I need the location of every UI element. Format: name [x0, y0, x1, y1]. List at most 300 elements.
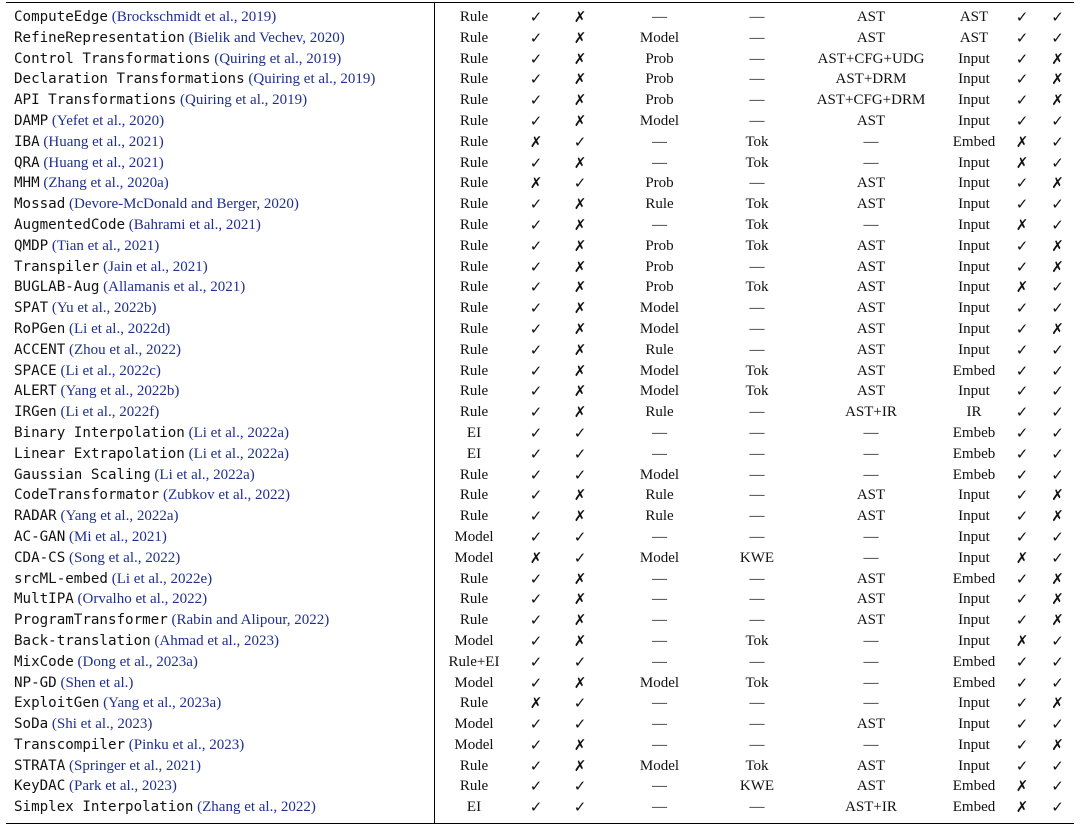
cell-col-3: ✗ [573, 361, 587, 380]
cell-col-2: ✓ [529, 403, 543, 422]
cell-col-9: ✓ [1015, 236, 1029, 255]
cell-col-9: ✓ [1015, 423, 1029, 442]
cell-col-10: ✗ [1051, 49, 1064, 68]
cell-col-9: ✓ [1015, 319, 1029, 338]
citation-link[interactable]: (Bahrami et al., 2021) [128, 216, 261, 233]
method-name: MixCode [14, 653, 74, 670]
cell-col-5: — [749, 29, 765, 46]
cell-representation: AST [856, 508, 886, 525]
cell-col-2: ✓ [529, 28, 543, 47]
citation-link[interactable]: (Dong et al., 2023a) [77, 653, 198, 670]
method-name: Transpiler [14, 258, 100, 275]
table-row [6, 236, 1074, 257]
citation-link[interactable]: (Ahmad et al., 2023) [154, 632, 279, 649]
table-row [6, 132, 1074, 153]
cell-output-level: Embeb [952, 445, 996, 462]
cell-col-5: — [749, 716, 765, 733]
citation-link[interactable]: (Li et al., 2022f) [60, 404, 160, 421]
cell-col-9: ✓ [1015, 91, 1029, 110]
cell-category: Rule [459, 133, 489, 150]
cell-representation: AST+IR [845, 799, 897, 816]
cell-output-level: Input [958, 736, 990, 753]
cell-col-10: ✓ [1051, 195, 1064, 214]
citation-link[interactable]: (Shi et al., 2023) [51, 716, 153, 733]
citation-link[interactable]: (Yang et al., 2022b) [60, 383, 180, 400]
cell-col-10: ✓ [1051, 403, 1064, 422]
cell-col-3: ✗ [573, 631, 587, 650]
cell-col-3: ✗ [573, 195, 587, 214]
citation-link[interactable]: (Li et al., 2022a) [188, 445, 289, 462]
method-name: RADAR [14, 508, 57, 525]
cell-category: Rule [459, 341, 489, 358]
cell-category: Rule [459, 778, 489, 795]
cell-col-4: Model [639, 757, 680, 774]
cell-col-2: ✓ [529, 49, 543, 68]
cell-col-4: Model [639, 29, 680, 46]
cell-col-9: ✓ [1015, 527, 1029, 546]
cell-col-4: Model [639, 549, 680, 566]
cell-col-9: ✗ [1015, 777, 1029, 796]
cell-category: Rule [459, 383, 489, 400]
cell-col-10: ✓ [1051, 8, 1064, 26]
method-cell [6, 693, 434, 714]
cell-col-10: ✓ [1051, 444, 1064, 463]
cell-col-4: — [652, 799, 667, 816]
method-name: SPAT [14, 300, 49, 317]
cell-col-5: Tok [745, 154, 769, 171]
cell-col-10: ✓ [1051, 465, 1064, 484]
table-row [6, 693, 1074, 714]
citation-link[interactable]: (Yu et al., 2022b) [51, 300, 157, 317]
table-row [6, 714, 1074, 735]
cell-representation: AST+DRM [835, 71, 907, 88]
cell-col-10: ✓ [1051, 382, 1064, 401]
cell-col-3: ✗ [573, 8, 587, 26]
cell-col-3: ✗ [573, 735, 587, 754]
table-row [6, 485, 1074, 506]
table-row [6, 527, 1074, 548]
citation-link[interactable]: (Pinku et al., 2023) [128, 736, 245, 753]
cell-col-4: — [652, 591, 667, 608]
citation-link[interactable]: (Tian et al., 2021) [51, 237, 160, 254]
cell-representation: AST [856, 9, 886, 25]
cell-col-4: Model [639, 300, 680, 317]
cell-output-level: Embed [952, 133, 996, 150]
citation-link[interactable]: (Quiring et al., 2019) [214, 50, 342, 67]
cell-col-3: ✗ [573, 49, 587, 68]
cell-col-5: — [749, 9, 765, 25]
cell-col-9: ✓ [1015, 590, 1029, 609]
cell-representation: AST [856, 237, 886, 254]
citation-link[interactable]: (Li et al., 2022e) [111, 570, 213, 587]
cell-output-level: Input [958, 112, 990, 129]
cell-representation: AST+CFG+UDG [817, 50, 925, 67]
cell-col-2: ✗ [529, 174, 543, 193]
cell-col-10: ✓ [1051, 777, 1064, 796]
cell-representation: AST [856, 570, 886, 587]
cell-output-level: Input [958, 279, 990, 296]
cell-representation: — [863, 736, 879, 753]
cell-col-3: ✗ [573, 299, 587, 318]
cell-category: Model [454, 549, 494, 566]
cell-col-2: ✓ [529, 444, 543, 463]
citation-link[interactable]: (Li et al., 2022d) [69, 320, 171, 337]
cell-col-2: ✓ [529, 278, 543, 297]
cell-col-4: — [652, 653, 667, 670]
table-row [6, 90, 1074, 111]
cell-col-5: Tok [745, 237, 769, 254]
cell-col-5: — [749, 445, 765, 462]
cell-col-5: — [749, 508, 765, 525]
cell-representation: — [863, 424, 879, 441]
cell-col-4: Prob [645, 237, 674, 254]
citation-link[interactable]: (Zhou et al., 2022) [69, 341, 182, 358]
method-name: ProgramTransformer [14, 612, 168, 629]
cell-col-2: ✓ [529, 569, 543, 588]
cell-col-2: ✓ [529, 299, 543, 318]
cell-col-2: ✓ [529, 257, 543, 276]
cell-col-10: ✓ [1051, 340, 1064, 359]
method-name: STRATA [14, 757, 66, 774]
method-name: Mossad [14, 196, 66, 213]
cell-category: Rule [459, 300, 489, 317]
cell-col-3: ✗ [573, 278, 587, 297]
citation-link[interactable]: (Zubkov et al., 2022) [162, 487, 291, 504]
cell-representation: — [863, 528, 879, 545]
method-name: ExploitGen [14, 695, 100, 712]
cell-col-10: ✓ [1051, 28, 1064, 47]
method-cell [6, 735, 434, 756]
cell-col-9: ✓ [1015, 756, 1029, 775]
cell-col-9: ✓ [1015, 735, 1029, 754]
citation-link[interactable]: (Yang et al., 2022a) [60, 508, 179, 525]
cell-representation: AST+IR [845, 404, 897, 421]
cell-col-10: ✗ [1051, 694, 1064, 713]
citation-link[interactable]: (Devore-McDonald and Berger, 2020) [69, 196, 299, 213]
method-cell [6, 797, 434, 818]
citation-link[interactable]: (Rabin and Alipour, 2022) [171, 612, 330, 629]
cell-col-4: Prob [645, 71, 674, 88]
table-row [6, 7, 1074, 28]
cell-output-level: Input [958, 300, 990, 317]
table-row [6, 797, 1074, 818]
cell-representation: AST+CFG+DRM [816, 92, 926, 109]
cell-col-3: ✓ [573, 652, 587, 671]
cell-col-10: ✗ [1051, 507, 1064, 526]
cell-col-5: — [749, 466, 765, 483]
cell-col-10: ✓ [1051, 548, 1064, 567]
cell-output-level: Embed [952, 570, 996, 587]
method-cell [6, 485, 434, 506]
cell-col-9: ✓ [1015, 299, 1029, 318]
cell-col-4: — [652, 570, 667, 587]
cell-col-9: ✓ [1015, 569, 1029, 588]
cell-col-9: ✓ [1015, 403, 1029, 422]
method-cell [6, 90, 434, 111]
citation-link[interactable]: (Li et al., 2022a) [154, 466, 255, 483]
citation-link[interactable]: (Li et al., 2022c) [60, 362, 161, 379]
table-row [6, 49, 1074, 70]
method-name: ACCENT [14, 341, 66, 358]
method-cell [6, 506, 434, 527]
cell-col-2: ✓ [529, 631, 543, 650]
citation-link[interactable]: (Springer et al., 2021) [69, 757, 202, 774]
citation-link[interactable]: (Huang et al., 2021) [43, 133, 164, 150]
cell-col-5: Tok [745, 757, 769, 774]
cell-col-3: ✗ [573, 507, 587, 526]
cell-category: Rule [459, 154, 489, 171]
cell-col-3: ✗ [573, 673, 587, 692]
cell-col-2: ✓ [529, 236, 543, 255]
cell-representation: — [863, 445, 879, 462]
cell-col-4: Model [639, 674, 680, 691]
cell-col-3: ✓ [573, 527, 587, 546]
cell-category: Model [454, 528, 494, 545]
cell-col-3: ✗ [573, 91, 587, 110]
cell-output-level: Embed [952, 653, 996, 670]
cell-col-10: ✓ [1051, 527, 1064, 546]
method-name: SPACE [14, 362, 57, 379]
cell-category: Rule [459, 92, 489, 109]
cell-col-10: ✗ [1051, 735, 1064, 754]
cell-output-level: Input [958, 383, 990, 400]
method-name: CodeTransformator [14, 487, 160, 504]
cell-col-2: ✓ [529, 91, 543, 110]
cell-col-4: Model [639, 112, 680, 129]
method-name: AC-GAN [14, 528, 66, 545]
method-cell [6, 257, 434, 278]
citation-link[interactable]: (Yefet et al., 2020) [51, 112, 165, 129]
cell-col-9: ✓ [1015, 174, 1029, 193]
cell-col-4: — [652, 9, 667, 25]
cell-col-10: ✓ [1051, 715, 1064, 734]
cell-col-3: ✓ [573, 132, 587, 151]
method-cell [6, 423, 434, 444]
cell-output-level: Input [958, 508, 990, 525]
citation-link[interactable]: (Shen et al.) [60, 674, 134, 691]
cell-col-2: ✓ [529, 735, 543, 754]
cell-col-9: ✓ [1015, 486, 1029, 505]
cell-output-level: AST [959, 29, 989, 46]
cell-representation: AST [856, 29, 886, 46]
cell-category: Rule [459, 258, 489, 275]
cell-col-10: ✗ [1051, 91, 1064, 110]
cell-col-4: Prob [645, 50, 674, 67]
cell-col-4: Rule [645, 341, 674, 358]
method-cell [6, 277, 434, 298]
cell-output-level: Input [958, 612, 990, 629]
cell-col-10: ✗ [1051, 174, 1064, 193]
cell-col-5: Tok [745, 674, 769, 691]
cell-col-10: ✗ [1051, 70, 1064, 89]
citation-link[interactable]: (Bielik and Vechev, 2020) [188, 29, 345, 46]
cell-output-level: Input [958, 258, 990, 275]
cell-col-2: ✓ [529, 673, 543, 692]
cell-category: Rule [459, 508, 489, 525]
cell-col-3: ✗ [573, 111, 587, 130]
method-cell [6, 527, 434, 548]
cell-category: Rule [459, 466, 489, 483]
cell-output-level: Embed [952, 362, 996, 379]
method-name: AugmentedCode [14, 216, 126, 233]
cell-col-9: ✗ [1015, 798, 1029, 817]
cell-col-2: ✗ [529, 548, 543, 567]
table-row [6, 548, 1074, 569]
cell-col-9: ✓ [1015, 507, 1029, 526]
cell-category: Rule [459, 29, 489, 46]
method-cell [6, 7, 434, 28]
cell-output-level: Input [958, 695, 990, 712]
citation-link[interactable]: (Li et al., 2022a) [188, 424, 289, 441]
method-name: srcML-embed [14, 570, 108, 587]
table-bottom-rule [6, 823, 1074, 824]
cell-col-3: ✓ [573, 715, 587, 734]
cell-col-2: ✓ [529, 465, 543, 484]
table-row [6, 423, 1074, 444]
cell-col-9: ✓ [1015, 195, 1029, 214]
cell-col-4: Prob [645, 258, 674, 275]
citation-link[interactable]: (Brockschmidt et al., 2019) [111, 9, 277, 25]
cell-output-level: Input [958, 216, 990, 233]
method-cell [6, 569, 434, 590]
citation-link[interactable]: (Song et al., 2022) [69, 549, 181, 566]
cell-col-9: ✓ [1015, 111, 1029, 130]
cell-col-9: ✗ [1015, 631, 1029, 650]
cell-category: Model [454, 632, 494, 649]
cell-category: Rule [459, 695, 489, 712]
table-row [6, 111, 1074, 132]
cell-col-4: Model [639, 362, 680, 379]
cell-category: Rule [459, 50, 489, 67]
table-row [6, 465, 1074, 486]
cell-col-5: — [749, 695, 765, 712]
cell-col-10: ✗ [1051, 611, 1064, 630]
cell-output-level: Embed [952, 778, 996, 795]
cell-col-2: ✓ [529, 527, 543, 546]
cell-col-2: ✓ [529, 756, 543, 775]
method-cell [6, 49, 434, 70]
cell-col-5: — [749, 50, 765, 67]
cell-representation: AST [856, 716, 886, 733]
cell-col-5: Tok [745, 362, 769, 379]
table-row [6, 444, 1074, 465]
cell-col-5: — [749, 320, 765, 337]
method-cell [6, 714, 434, 735]
citation-link[interactable]: (Quiring et al., 2019) [248, 71, 376, 88]
cell-col-3: ✗ [573, 257, 587, 276]
cell-col-5: — [749, 175, 765, 192]
cell-col-9: ✗ [1015, 153, 1029, 172]
method-cell [6, 173, 434, 194]
cell-col-4: Prob [645, 279, 674, 296]
cell-category: Model [454, 674, 494, 691]
method-cell [6, 402, 434, 423]
cell-col-2: ✓ [529, 111, 543, 130]
citation-link[interactable]: (Yang et al., 2023a) [103, 695, 222, 712]
method-name: SoDa [14, 716, 49, 733]
method-cell [6, 610, 434, 631]
cell-col-3: ✓ [573, 777, 587, 796]
cell-representation: AST [856, 300, 886, 317]
method-cell [6, 756, 434, 777]
cell-col-10: ✓ [1051, 153, 1064, 172]
method-name: Control Transformations [14, 50, 211, 67]
cell-output-level: Input [958, 196, 990, 213]
cell-col-4: Model [639, 320, 680, 337]
cell-col-5: Tok [745, 383, 769, 400]
cell-representation: — [863, 632, 879, 649]
cell-category: Rule [459, 612, 489, 629]
cell-col-9: ✓ [1015, 28, 1029, 47]
cell-category: Rule [459, 196, 489, 213]
citation-link[interactable]: (Quiring et al., 2019) [180, 92, 308, 109]
cell-col-4: — [652, 216, 667, 233]
table-row [6, 194, 1074, 215]
citation-link[interactable]: (Zhang et al., 2020a) [43, 175, 169, 192]
citation-link[interactable]: (Huang et al., 2021) [43, 154, 164, 171]
cell-col-5: — [749, 591, 765, 608]
cell-output-level: Input [958, 716, 990, 733]
citation-link[interactable]: (Zhang et al., 2022) [197, 799, 316, 816]
cell-col-5: — [749, 258, 765, 275]
cell-col-5: — [749, 528, 765, 545]
cell-col-5: — [749, 92, 765, 109]
cell-col-2: ✓ [529, 215, 543, 234]
cell-col-3: ✗ [573, 611, 587, 630]
table-row [6, 776, 1074, 797]
table-row [6, 257, 1074, 278]
citation-link[interactable]: (Jain et al., 2021) [103, 258, 208, 275]
cell-category: Rule [459, 237, 489, 254]
cell-col-4: — [652, 445, 667, 462]
cell-col-5: — [749, 404, 765, 421]
method-name: ALERT [14, 383, 57, 400]
table-row [6, 569, 1074, 590]
cell-col-2: ✓ [529, 382, 543, 401]
cell-col-10: ✓ [1051, 132, 1064, 151]
citation-link[interactable]: (Orvalho et al., 2022) [77, 591, 208, 608]
cell-category: EI [466, 424, 482, 441]
cell-col-4: Rule [645, 404, 674, 421]
cell-representation: AST [856, 778, 886, 795]
cell-col-4: Prob [645, 92, 674, 109]
cell-output-level: Embed [952, 799, 996, 816]
method-cell [6, 652, 434, 673]
method-name: RefineRepresentation [14, 29, 185, 46]
citation-link[interactable]: (Park et al., 2023) [69, 778, 177, 795]
table-row [6, 506, 1074, 527]
cell-col-5: — [749, 424, 765, 441]
cell-col-3: ✗ [573, 403, 587, 422]
cell-output-level: Input [958, 154, 990, 171]
cell-col-9: ✓ [1015, 444, 1029, 463]
method-name: QRA [14, 154, 40, 171]
method-name: Transcompiler [14, 736, 126, 753]
cell-col-3: ✗ [573, 319, 587, 338]
citation-link[interactable]: (Mi et al., 2021) [69, 528, 167, 545]
cell-category: Rule+EI [448, 653, 500, 670]
table-row [6, 381, 1074, 402]
cell-col-3: ✗ [573, 236, 587, 255]
citation-link[interactable]: (Allamanis et al., 2021) [103, 279, 246, 296]
cell-col-3: ✗ [573, 153, 587, 172]
cell-col-5: — [749, 799, 765, 816]
cell-category: Rule [459, 362, 489, 379]
cell-representation: — [863, 695, 879, 712]
cell-col-4: — [652, 424, 667, 441]
cell-representation: AST [856, 196, 886, 213]
table-row [6, 298, 1074, 319]
